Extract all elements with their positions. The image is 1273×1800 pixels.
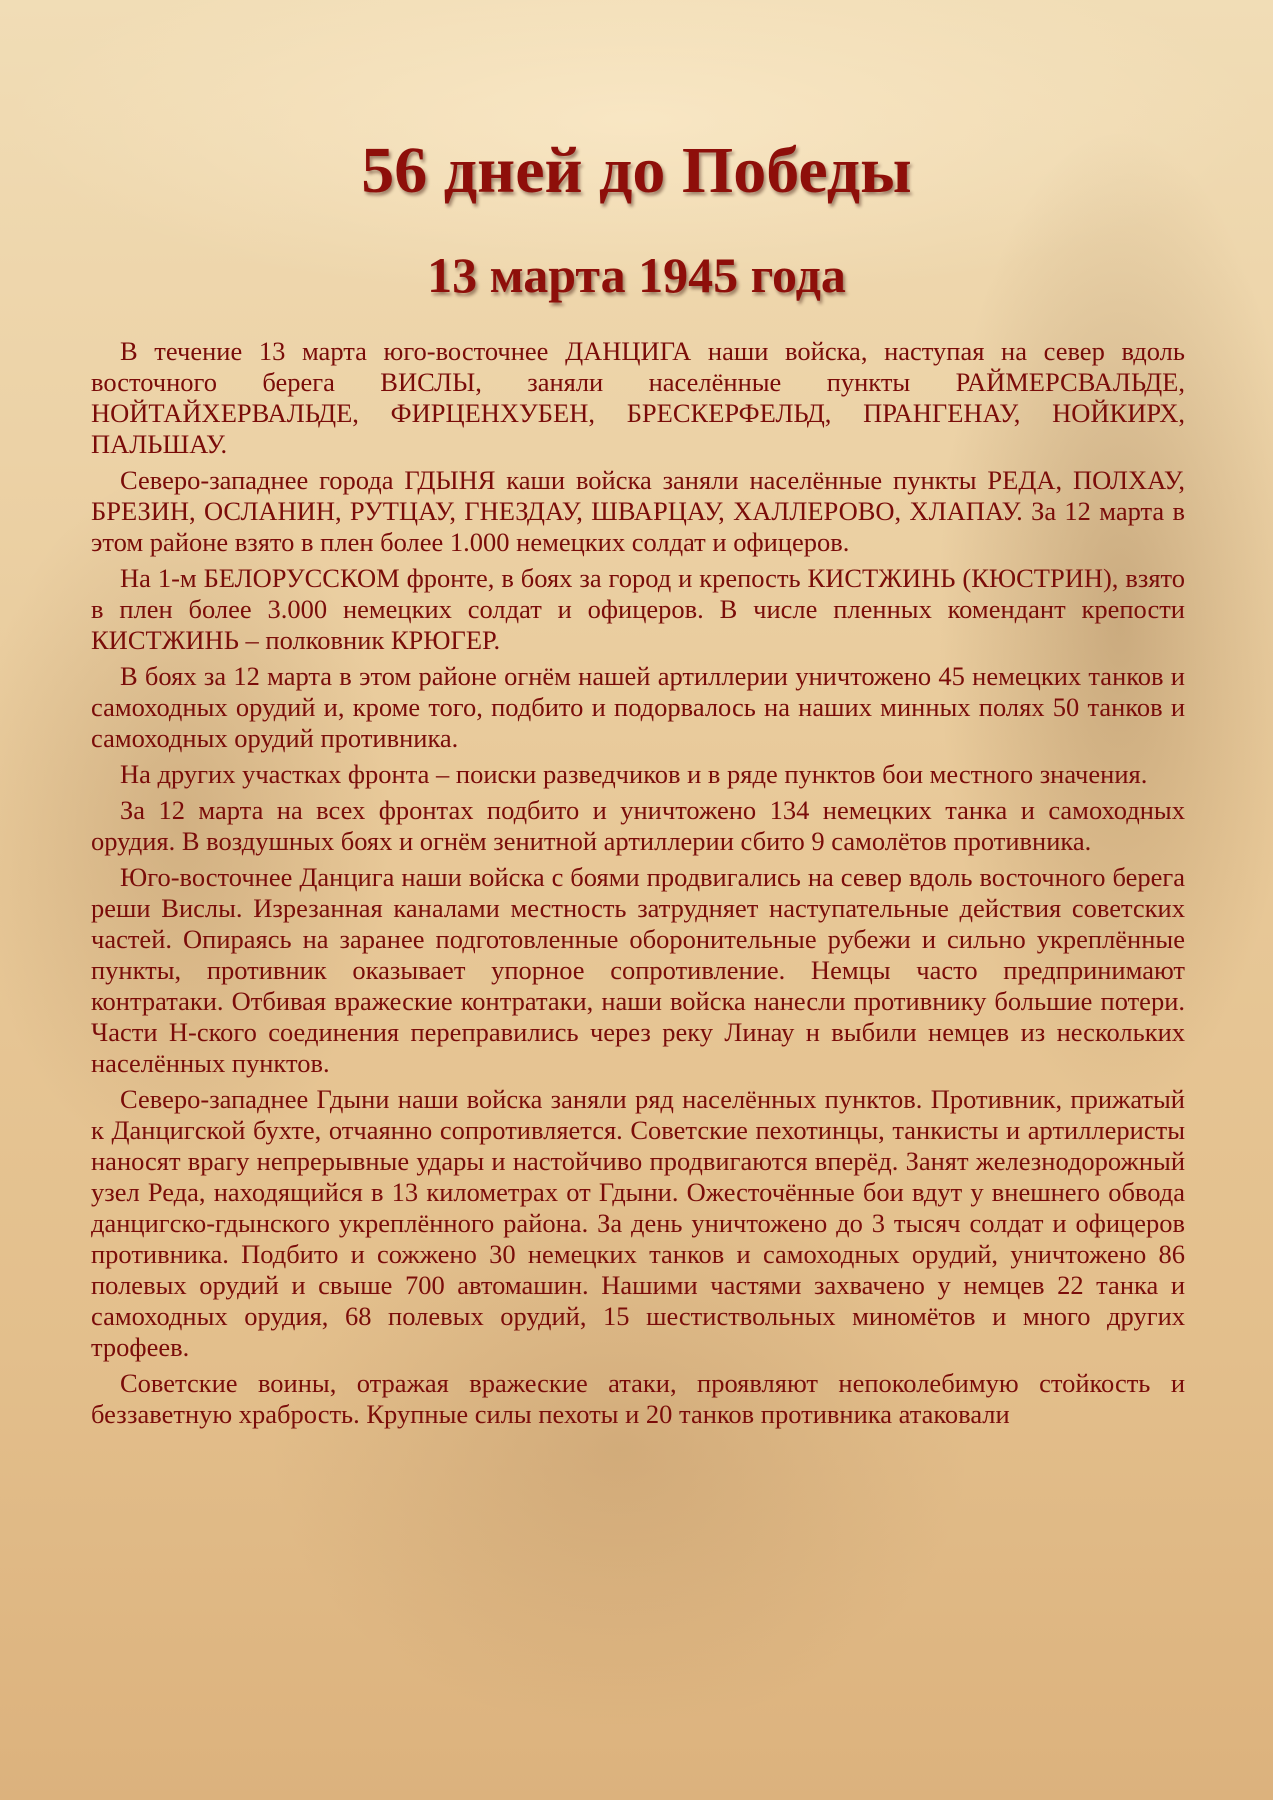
paragraph: На 1-м БЕЛОРУССКОМ фронте, в боях за город и крепость КИСТЖИНЬ (КЮСТРИН), взято в плен более 3.000 немецких солдат и офицеров. В числе пленных комендант крепости КИСТЖИНЬ – полковник КРЮГЕР. xyxy=(91,563,1185,655)
paragraph: Северо-западнее города ГДЫНЯ каши войска заняли населённые пункты РЕДА, ПОЛХАУ, БРЕЗИН, ОСЛАНИН, РУТЦАУ, ГНЕЗДАУ, ШВАРЦАУ, ХАЛЛЕРОВО, ХЛАПАУ. За 12 марта в этом районе взято в плен более 1.000 немецких солдат и офицеров. xyxy=(91,465,1185,557)
article-body xyxy=(91,336,1185,1435)
paragraph: Северо-западнее Гдыни наши войска заняли ряд населённых пунктов. Противник, прижатый к Данцигской бухте, отчаянно сопротивляется. Советские пехотинцы, танкисты и артиллеристы наносят врагу непрерывные удары и настойчиво продвигаются вперёд. Занят железнодорожный узел Реда, находящийся в 13 километрах от Гдыни. Ожесточённые бои вдут у внешнего обвода данцигско-гдынского укреплённого района. За день уничтожено до 3 тысяч солдат и офицеров противника. Подбито и сожжено 30 немецких танков и самоходных орудий, уничтожено 86 полевых орудий и свыше 700 автомашин. Нашими частями захвачено у немцев 22 танка и самоходных орудия, 68 полевых орудий, 15 шестиствольных миномётов и много других трофеев. xyxy=(91,1084,1185,1362)
paragraph: В течение 13 марта юго-восточнее ДАНЦИГА наши войска, наступая на север вдоль восточного берега ВИСЛЫ, заняли населённые пункты РАЙМЕРСВАЛЬДЕ, НОЙТАЙХЕРВАЛЬДЕ, ФИРЦЕНХУБЕН, БРЕСКЕРФЕЛЬД, ПРАНГЕНАУ, НОЙКИРХ, ПАЛЬШАУ. xyxy=(91,336,1185,459)
paragraph: За 12 марта на всех фронтах подбито и уничтожено 134 немецких танка и самоходных орудия. В воздушных боях и огнём зенитной артиллерии сбито 9 самолётов противника. xyxy=(91,795,1185,856)
paragraph: Советские воины, отражая вражеские атаки, проявляют непоколебимую стойкость и беззаветную храбрость. Крупные силы пехоты и 20 танков противника атаковали xyxy=(91,1368,1185,1429)
paragraph: На других участках фронта – поиски разведчиков и в ряде пунктов бои местного значения. xyxy=(120,759,1148,789)
paragraph: Юго-восточнее Данцига наши войска с боями продвигались на север вдоль восточного берега реши Вислы. Изрезанная каналами местность затрудняет наступательные действия советских частей. Опираясь на заранее подготовленные оборонительные рубежи и сильно укреплённые пункты, противник оказывает упорное сопротивление. Немцы часто предпринимают контратаки. Отбивая вражеские контратаки, наши войска нанесли противнику большие потери. Части Н-ского соединения переправились через реку Линау н выбили немцев из нескольких населённых пунктов. xyxy=(91,862,1185,1078)
page-subtitle: 13 марта 1945 года xyxy=(427,247,846,303)
page-title: 56 дней до Победы xyxy=(361,134,912,207)
paragraph: В боях за 12 марта в этом районе огнём нашей артиллерии уничтожено 45 немецких танков и самоходных орудий и, кроме того, подбито и подорвалось на наших минных полях 50 танков и самоходных орудий противника. xyxy=(91,661,1185,753)
